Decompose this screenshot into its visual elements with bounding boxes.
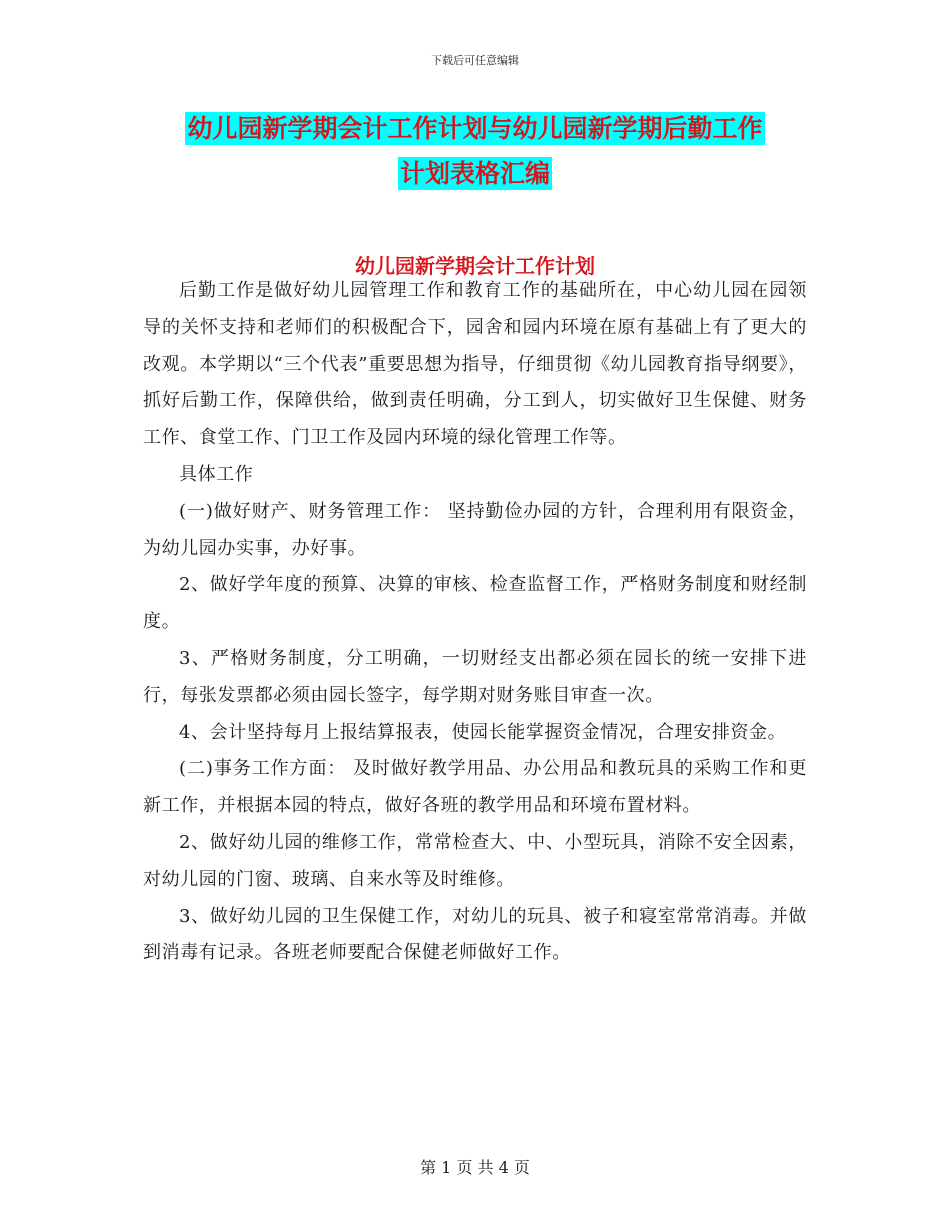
paragraph: 3、严格财务制度，分工明确，一切财经支出都必须在园长的统一安排下进行，每张发票都必须由园长签字，每学期对财务账目审查一次。 xyxy=(143,647,807,706)
paragraph: 3、做好幼儿园的卫生保健工作，对幼儿的玩具、被子和寝室常常消毒。并做到消毒有记录。各班老师要配合保健老师做好工作。 xyxy=(143,905,807,964)
paragraph: 后勤工作是做好幼儿园管理工作和教育工作的基础所在，中心幼儿园在园领导的关怀支持和老师们的积极配合下，园舍和园内环境在原有基础上有了更大的改观。本学期以“三个代表”重要思想为指导，仔细贯彻《幼儿园教育指导纲要》，抓好后勤工作，保障供给，做到责任明确，分工到人，切实做好卫生保健、财务工作、食堂工作、门卫工作及园内环境的绿化管理工作等。 xyxy=(143,280,807,449)
paragraph: 4、会计坚持每月上报结算报表，使园长能掌握资金情况，合理安排资金。 xyxy=(179,721,787,743)
paragraph: (一)做好财产、财务管理工作： 坚持勤俭办园的方针，合理利用有限资金，为幼儿园办实事，办好事。 xyxy=(143,500,807,559)
paragraph: 2、做好幼儿园的维修工作，常常检查大、中、小型玩具，消除不安全因素，对幼儿园的门窗、玻璃、自来水等及时维修。 xyxy=(143,831,807,890)
paragraph: 2、做好学年度的预算、决算的审核、检查监督工作，严格财务制度和财经制度。 xyxy=(143,574,807,633)
title-highlight-1: 幼儿园新学期会计工作计划与幼儿园新学期后勤工作 xyxy=(187,114,763,143)
section-title: 幼儿园新学期会计工作计划 xyxy=(355,254,595,278)
document-title-line-1 xyxy=(0,113,950,144)
title-highlight-2: 计划表格汇编 xyxy=(399,159,550,188)
document-body xyxy=(143,273,807,972)
page-number-footer: 第 1 页 共 4 页 xyxy=(420,1158,530,1177)
paragraph: 具体工作 xyxy=(179,463,254,485)
paragraph: (二)事务工作方面： 及时做好教学用品、办公用品和教玩具的采购工作和更新工作，并根据本园的特点，做好各班的教学用品和环境布置材料。 xyxy=(143,758,807,817)
document-title-line-2 xyxy=(0,158,950,189)
page-header: 下载后可任意编辑 xyxy=(431,54,519,67)
